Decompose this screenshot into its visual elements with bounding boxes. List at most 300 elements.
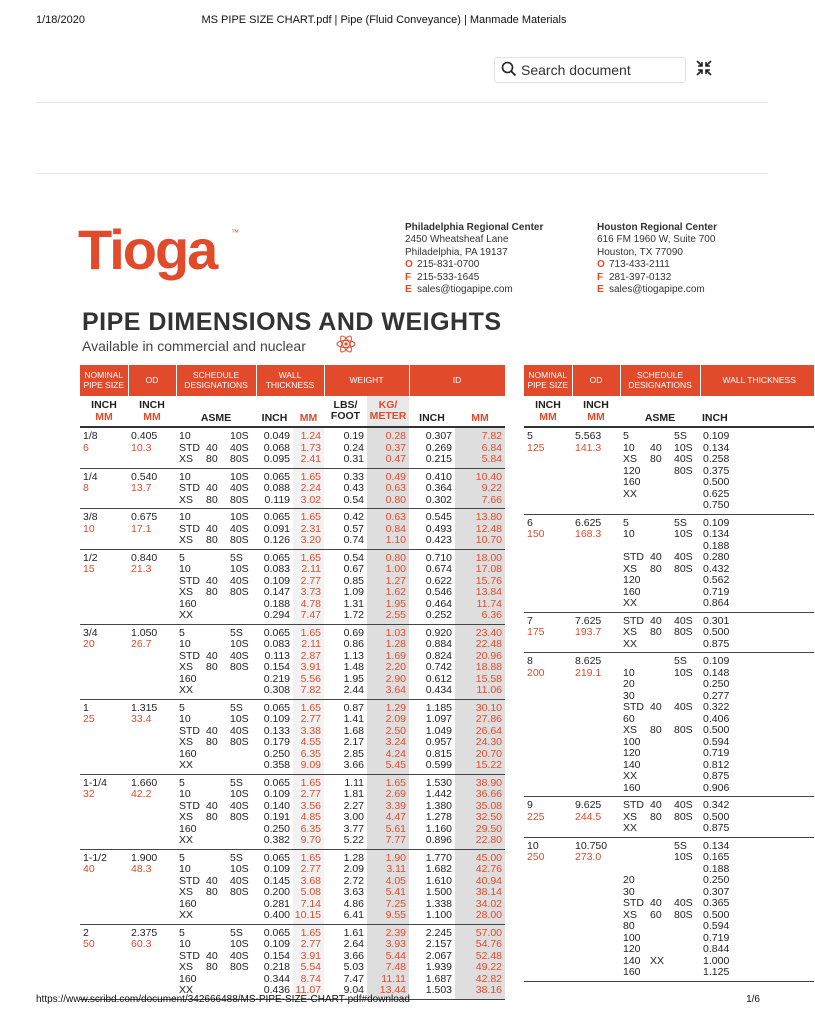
- id-mm-value: 42.76: [475, 863, 503, 875]
- schedule-number-value: [206, 714, 227, 726]
- weight-lbs-value: 2.09: [343, 863, 365, 875]
- table-row: [524, 797, 814, 838]
- contact-fax: 281-397-0132: [609, 271, 672, 283]
- schedule-number-value: XX: [650, 954, 665, 967]
- weight-kg-value: 1.69: [385, 649, 407, 662]
- col-wall: WALL THICKNESS: [700, 365, 814, 396]
- schedule-value: XS: [179, 736, 194, 748]
- schedule-number: [647, 797, 671, 838]
- wall-inch-value: 0.906: [703, 781, 730, 794]
- schedule-number-value: [650, 431, 671, 443]
- wall-mm-value: 2.77: [300, 574, 322, 587]
- wall-inch-value: 0.065: [263, 776, 291, 789]
- schedule-number: [203, 774, 227, 849]
- wall-inch-value: 0.119: [264, 493, 291, 506]
- schedule-stainless-value: 80S: [674, 626, 693, 638]
- weight-kg-value: 2.69: [385, 788, 407, 800]
- wall-mm-value: 3.38: [300, 724, 322, 737]
- schedule-stainless-value: 80S: [230, 586, 249, 598]
- schedule-number-value: [650, 921, 671, 933]
- id-mm: [455, 468, 505, 509]
- wall-inch-value: 0.065: [263, 511, 291, 523]
- nominal-size: [80, 774, 128, 849]
- schedule-number: [203, 468, 227, 509]
- id-inch-value: 0.612: [425, 672, 453, 685]
- weight-lbs-value: 1.28: [343, 851, 365, 864]
- search-input[interactable]: [519, 60, 673, 80]
- schedule-number-value: [206, 824, 227, 836]
- id-mm-value: 35.08: [475, 799, 503, 812]
- id-mm-value: 28.00: [475, 909, 503, 921]
- weight-lbs-value: 1.13: [343, 649, 365, 662]
- weight-lbs: [324, 509, 367, 550]
- table-row: [524, 612, 814, 653]
- nominal-size-inch: 1/2: [83, 551, 98, 564]
- wall-inch-value: 0.088: [263, 482, 291, 494]
- id-inch: [409, 849, 455, 924]
- divider: [36, 173, 768, 174]
- schedule-stainless-value: [674, 771, 700, 783]
- schedule-value: 160: [623, 476, 641, 488]
- schedule-stainless-value: [230, 599, 256, 611]
- wall-inch-value: 0.109: [703, 516, 730, 529]
- weight-kg-value: 4.24: [385, 747, 407, 760]
- weight-lbs-value: 3.66: [343, 949, 365, 962]
- id-inch-value: 0.920: [425, 626, 453, 639]
- weight-lbs: [324, 468, 367, 509]
- id-inch-value: 0.546: [425, 586, 453, 598]
- outer-diameter-inch: 2.375: [131, 926, 158, 939]
- wall-mm: [293, 849, 324, 924]
- schedule-number-value: 40: [650, 701, 662, 713]
- schedule-stainless-value: 40S: [674, 799, 693, 811]
- phone-label: O: [597, 259, 605, 271]
- outer-diameter-inch: 0.840: [131, 551, 158, 564]
- schedule-value: 140: [623, 954, 641, 967]
- schedule-value: 160: [179, 822, 197, 835]
- schedule-stainless-value: 5S: [230, 851, 243, 864]
- wall-mm-value: 3.91: [300, 949, 322, 962]
- wall-inch-value: 0.140: [263, 799, 291, 812]
- outer-diameter-mm: 17.1: [131, 522, 152, 535]
- schedule-stainless-value: 40S: [230, 574, 249, 587]
- outer-diameter-mm: 244.5: [575, 810, 602, 823]
- wall-mm-value: 1.65: [300, 851, 322, 864]
- wall-inch-value: 0.133: [263, 724, 291, 737]
- weight-lbs-value: 0.33: [343, 470, 365, 483]
- schedule-number-value: [206, 512, 227, 524]
- outer-diameter: [572, 797, 620, 838]
- schedule-value: XX: [179, 759, 194, 771]
- table-row: [80, 549, 505, 624]
- weight-lbs-value: 0.69: [343, 626, 365, 639]
- unit-asme: ASME: [620, 396, 700, 428]
- schedule-stainless-value: 10S: [674, 666, 693, 679]
- print-date: 1/18/2020: [36, 14, 85, 26]
- wall-mm-value: 7.82: [300, 684, 322, 696]
- weight-lbs-value: 6.41: [343, 909, 365, 921]
- wall-mm-value: 4.85: [300, 811, 322, 823]
- outer-diameter: [128, 699, 176, 774]
- schedule-stainless-value: 10S: [230, 863, 249, 875]
- schedule-number-value: [650, 841, 671, 853]
- email-label: E: [405, 284, 412, 296]
- schedule-value: 5: [623, 430, 629, 442]
- weight-lbs-value: 0.42: [343, 511, 365, 523]
- schedule: [620, 427, 647, 514]
- id-inch-value: 0.599: [425, 759, 453, 771]
- schedule-number-value: 80: [206, 534, 218, 546]
- id-inch: [409, 549, 455, 624]
- schedule-value: 10: [179, 470, 191, 483]
- schedule-value: 10: [179, 563, 191, 575]
- schedule-stainless-value: 10S: [674, 441, 693, 454]
- outer-diameter-mm: 60.3: [131, 938, 152, 950]
- contact-fax: 215-533-1645: [417, 271, 480, 283]
- schedule-value: 10: [179, 788, 191, 800]
- schedule-number-value: [650, 639, 671, 651]
- schedule-stainless-value: [674, 823, 700, 835]
- weight-kg-value: 3.24: [385, 736, 407, 748]
- schedule-number-value: [650, 852, 671, 864]
- schedule-number-value: [650, 656, 671, 668]
- schedule-number-value: [206, 778, 227, 790]
- weight-kg: [367, 624, 409, 699]
- schedule-stainless-value: [674, 783, 700, 795]
- schedule-stainless-value: [230, 610, 256, 622]
- table-row: [80, 624, 505, 699]
- contact-address1: 616 FM 1960 W, Suite 700: [597, 234, 716, 246]
- weight-lbs-value: 1.11: [344, 776, 365, 789]
- schedule-number: [203, 924, 227, 999]
- schedule-number-value: 40: [206, 441, 218, 454]
- schedule-stainless: [671, 427, 700, 514]
- outer-diameter: [572, 514, 620, 612]
- schedule-number-value: [206, 628, 227, 640]
- schedule-value: 5: [179, 776, 185, 789]
- unit-lbs-foot: LBS/ FOOT: [324, 396, 367, 428]
- table-row: [80, 924, 505, 999]
- id-inch-value: 1.530: [425, 776, 453, 789]
- wall-inch-value: 0.594: [703, 735, 730, 748]
- weight-lbs-value: 2.72: [343, 874, 365, 887]
- collapse-icon[interactable]: [695, 59, 713, 77]
- contact-phone: 713-433-2111: [609, 259, 670, 271]
- wall-inch-value: 0.719: [703, 747, 730, 759]
- id-mm-value: 30.10: [475, 701, 503, 714]
- wall-mm-value: 6.35: [300, 747, 322, 760]
- outer-diameter-inch: 1.050: [131, 626, 158, 639]
- pipe-table-left: [80, 365, 506, 1000]
- schedule-value: 5: [179, 926, 185, 939]
- id-inch: [409, 427, 455, 468]
- schedule-number: [203, 427, 227, 468]
- nominal-size-inch: 1/4: [83, 470, 98, 483]
- schedule-stainless-value: 10S: [230, 430, 249, 442]
- weight-kg-value: 1.62: [385, 586, 407, 598]
- schedule-number-value: 80: [650, 724, 662, 736]
- nominal-size-mm: 6: [83, 441, 89, 454]
- wall-mm-value: 2.77: [300, 788, 322, 800]
- weight-lbs-value: 0.86: [343, 638, 365, 650]
- schedule-stainless-value: 10S: [230, 563, 249, 575]
- schedule-stainless-value: [674, 967, 700, 979]
- weight-kg-value: 1.28: [385, 638, 407, 650]
- schedule-stainless-value: [674, 477, 700, 489]
- schedule: [176, 699, 203, 774]
- wall-inch-value: 0.154: [263, 661, 291, 673]
- wall-mm-value: 11.07: [295, 984, 322, 996]
- schedule-value: XS: [179, 886, 194, 898]
- id-mm-value: 7.82: [481, 430, 503, 442]
- outer-diameter-mm: 13.7: [131, 482, 152, 494]
- id-mm-value: 22.80: [475, 834, 503, 846]
- weight-kg: [367, 468, 409, 509]
- schedule-stainless-value: 5S: [230, 776, 243, 789]
- weight-lbs-value: 0.43: [343, 482, 365, 494]
- schedule-stainless: [671, 797, 700, 838]
- nominal-size-inch: 2: [83, 926, 89, 939]
- wall-inch-value: 0.109: [703, 655, 730, 667]
- pipe-table-right: [524, 365, 815, 982]
- schedule-stainless: [227, 849, 256, 924]
- outer-diameter: [572, 427, 620, 514]
- outer-diameter-inch: 8.625: [575, 655, 602, 667]
- wall-inch-value: 0.065: [263, 851, 291, 864]
- schedule-number-value: 40: [206, 799, 218, 812]
- id-mm: [455, 549, 505, 624]
- wall-inch-value: 0.500: [703, 476, 730, 488]
- nominal-size-mm: 40: [83, 863, 95, 875]
- schedule-number-value: 80: [650, 562, 662, 575]
- id-inch-value: 1.380: [425, 799, 453, 812]
- weight-kg-value: 1.95: [385, 597, 407, 610]
- wall-inch-value: 0.307: [703, 885, 730, 898]
- schedule-number-value: 80: [650, 626, 662, 638]
- atom-icon: [336, 334, 356, 354]
- schedule-stainless: [671, 837, 700, 981]
- wall-mm-value: 2.31: [300, 522, 322, 535]
- weight-lbs-value: 1.72: [343, 609, 365, 621]
- schedule-number-value: 80: [206, 961, 218, 973]
- schedule-value: XS: [623, 453, 638, 465]
- id-inch-value: 0.884: [425, 638, 453, 650]
- nominal-size-inch: 6: [527, 516, 533, 529]
- id-mm-value: 20.70: [475, 747, 503, 760]
- id-inch-value: 1.100: [425, 909, 453, 921]
- unit-nominal: INCH MM: [524, 396, 572, 428]
- wall-mm: [293, 509, 324, 550]
- weight-lbs-value: 0.54: [343, 493, 365, 506]
- outer-diameter-mm: 33.4: [131, 713, 152, 725]
- schedule-stainless-value: 10S: [230, 713, 249, 725]
- unit-od: INCH MM: [572, 396, 620, 428]
- weight-lbs-value: 2.64: [343, 938, 365, 950]
- schedule: [620, 514, 647, 612]
- search-bar[interactable]: [494, 57, 686, 83]
- weight-lbs-value: 5.03: [343, 961, 365, 973]
- schedule-value: STD: [179, 949, 200, 962]
- schedule-value: XS: [179, 661, 194, 673]
- schedule-stainless-value: [674, 737, 700, 749]
- wall-inch-value: 0.250: [703, 874, 730, 886]
- nominal-size: [524, 653, 572, 797]
- contact-address2: Philadelphia, PA 19137: [405, 246, 508, 258]
- id-inch: [409, 468, 455, 509]
- schedule-value: XX: [623, 637, 638, 650]
- schedule-number-value: [206, 564, 227, 576]
- id-inch-value: 0.307: [425, 430, 453, 442]
- wall-inch-value: 0.145: [263, 874, 291, 887]
- schedule-stainless-value: 10S: [230, 470, 249, 483]
- schedule: [176, 924, 203, 999]
- schedule-value: 120: [623, 943, 641, 955]
- schedule-value: [623, 656, 647, 668]
- id-inch-value: 0.269: [425, 441, 453, 454]
- wall-inch: [256, 924, 293, 999]
- id-inch: [409, 699, 455, 774]
- table-row: [524, 653, 814, 797]
- wall-inch-value: 0.436: [263, 984, 291, 996]
- outer-diameter: [572, 653, 620, 797]
- wall-mm: [293, 468, 324, 509]
- outer-diameter-mm: 219.1: [575, 666, 602, 679]
- id-mm-value: 34.02: [475, 897, 503, 910]
- schedule-value: 10: [623, 666, 635, 679]
- id-mm-value: 9.22: [481, 482, 503, 494]
- id-inch-value: 2.067: [425, 949, 453, 962]
- schedule-number-value: [650, 875, 671, 887]
- schedule-value: XX: [179, 684, 194, 696]
- weight-kg-value: 0.84: [385, 522, 407, 535]
- wall-inch-value: 0.358: [263, 759, 291, 771]
- contact-address1: 2450 Wheatsheaf Lane: [405, 234, 509, 246]
- wall-mm-value: 1.24: [300, 430, 322, 442]
- schedule-number-value: [650, 529, 671, 541]
- outer-diameter-inch: 6.625: [575, 516, 602, 529]
- wall-mm-value: 2.77: [300, 938, 322, 950]
- id-inch-value: 0.434: [425, 684, 453, 696]
- schedule-number-value: 80: [206, 736, 218, 748]
- logo-tm: ™: [231, 228, 239, 237]
- weight-kg-value: 2.39: [385, 926, 407, 939]
- outer-diameter-inch: 1.315: [131, 701, 158, 714]
- weight-lbs: [324, 849, 367, 924]
- schedule-value: XX: [623, 487, 638, 500]
- schedule-stainless-value: [230, 824, 256, 836]
- wall-mm: [293, 427, 324, 468]
- schedule-value: STD: [179, 799, 200, 812]
- schedule-number-value: [650, 477, 671, 489]
- schedule-number-value: [650, 598, 671, 610]
- id-mm-value: 54.76: [475, 938, 503, 950]
- col-wall: WALL THICKNESS: [256, 365, 324, 396]
- id-mm-value: 13.84: [475, 586, 503, 598]
- weight-kg-value: 0.80: [385, 493, 407, 506]
- id-inch-value: 1.442: [425, 788, 453, 800]
- schedule-number-value: [650, 864, 671, 876]
- schedule-number-value: 40: [206, 482, 218, 494]
- schedule-stainless-value: 80S: [230, 534, 249, 546]
- schedule: [620, 612, 647, 653]
- schedule-stainless-value: 80S: [230, 811, 249, 823]
- id-mm-value: 27.86: [475, 713, 503, 725]
- weight-kg-value: 7.48: [385, 961, 407, 973]
- pipe-table-left-body: [80, 427, 505, 999]
- nominal-size: [524, 514, 572, 612]
- schedule-value: 140: [623, 758, 641, 771]
- id-inch-value: 1.049: [425, 724, 453, 737]
- schedule-stainless-value: 40S: [230, 441, 249, 454]
- table-row: [524, 514, 814, 612]
- wall-inch: [256, 549, 293, 624]
- nominal-size-mm: 250: [527, 851, 545, 863]
- weight-lbs-value: 2.44: [343, 684, 365, 696]
- table-row: [80, 699, 505, 774]
- wall-inch-value: 0.083: [263, 638, 291, 650]
- wall-inch: [700, 837, 814, 981]
- id-inch-value: 0.252: [425, 609, 453, 621]
- id-mm-value: 13.80: [475, 511, 503, 523]
- wall-mm-value: 2.11: [301, 638, 322, 650]
- col-nominal: NOMINAL PIPE SIZE: [524, 365, 572, 396]
- weight-kg: [367, 549, 409, 624]
- schedule-value: 160: [179, 747, 197, 760]
- id-mm-value: 11.74: [476, 597, 503, 610]
- schedule-number-value: [206, 553, 227, 565]
- schedule-stainless-value: 5S: [674, 516, 687, 529]
- schedule-stainless-value: 80S: [230, 886, 249, 898]
- wall-inch-value: 0.500: [703, 626, 730, 638]
- wall-mm-value: 4.78: [300, 597, 322, 610]
- schedule-stainless: [671, 653, 700, 797]
- wall-inch-value: 0.250: [263, 822, 291, 835]
- wall-inch-value: 0.875: [703, 637, 730, 650]
- schedule-number-value: [206, 853, 227, 865]
- unit-od: INCH MM: [128, 396, 176, 428]
- schedule-value: 160: [623, 585, 641, 598]
- schedule-stainless-value: [674, 598, 700, 610]
- schedule-stainless-value: [230, 835, 256, 847]
- wall-inch: [700, 612, 814, 653]
- id-mm-value: 36.66: [475, 788, 503, 800]
- schedule-stainless-value: [674, 944, 700, 956]
- wall-inch-value: 0.406: [703, 712, 730, 725]
- schedule-value: 160: [623, 781, 641, 794]
- wall-mm-value: 2.87: [300, 649, 322, 662]
- schedule-stainless-value: [674, 575, 700, 587]
- col-weight: WEIGHT: [324, 365, 409, 396]
- weight-lbs-value: 9.04: [343, 984, 365, 996]
- schedule-stainless-value: 80S: [674, 724, 693, 736]
- nominal-size: [524, 797, 572, 838]
- wall-inch-value: 0.218: [263, 961, 291, 973]
- schedule-number-value: 80: [206, 811, 218, 823]
- schedule-value: 30: [623, 689, 635, 702]
- id-inch-value: 0.364: [425, 482, 453, 494]
- wall-inch-value: 0.188: [263, 597, 291, 610]
- outer-diameter-inch: 1.900: [131, 851, 158, 864]
- schedule-value: XX: [623, 770, 638, 782]
- wall-mm: [293, 549, 324, 624]
- id-inch-value: 1.682: [425, 863, 453, 875]
- wall-mm-value: 3.02: [300, 493, 322, 506]
- schedule: [176, 774, 203, 849]
- wall-inch-value: 0.091: [263, 522, 291, 535]
- weight-kg-value: 1.65: [385, 776, 407, 789]
- id-mm-value: 45.00: [475, 851, 503, 864]
- schedule-value: 120: [623, 574, 641, 586]
